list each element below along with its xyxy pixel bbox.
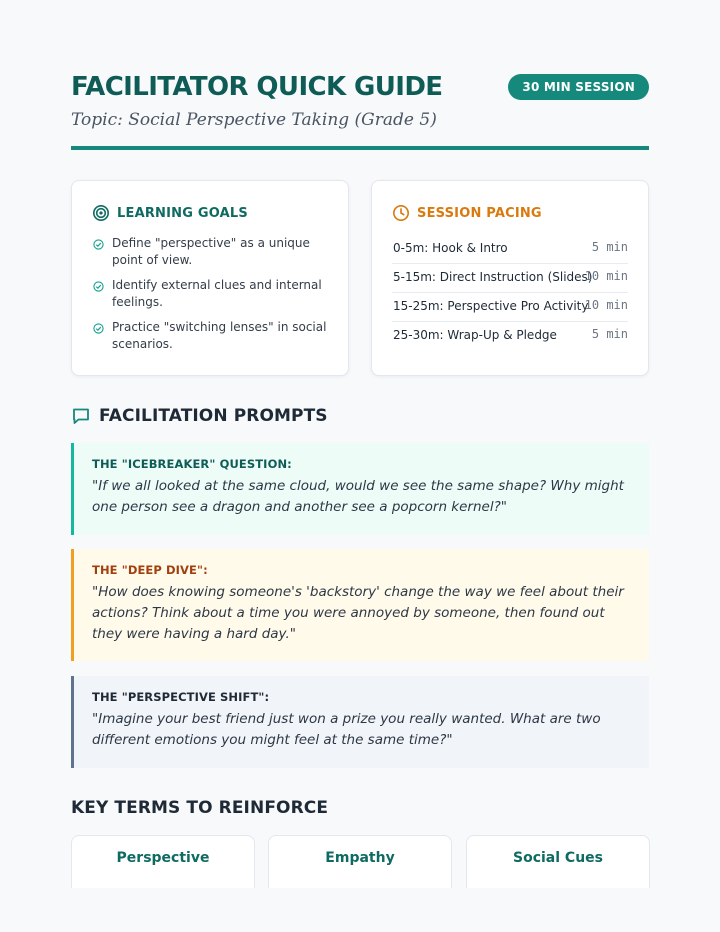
learning-goals-list bbox=[92, 235, 328, 353]
prompt-title: THE "DEEP DIVE": bbox=[92, 563, 208, 577]
clock-icon bbox=[392, 204, 410, 222]
pacing-row bbox=[392, 264, 628, 293]
key-terms-header bbox=[71, 798, 328, 818]
key-terms-title: KEY TERMS TO REINFORCE bbox=[71, 798, 329, 818]
perspective-shift-prompt bbox=[71, 676, 649, 768]
prompt-title: THE "PERSPECTIVE SHIFT": bbox=[92, 690, 270, 704]
list-item bbox=[92, 319, 328, 353]
icebreaker-prompt bbox=[71, 443, 649, 535]
target-icon bbox=[92, 204, 110, 222]
pacing-schedule bbox=[392, 235, 628, 351]
goal-text: Identify external clues and internal feelings. bbox=[112, 278, 322, 309]
pacing-row bbox=[392, 322, 628, 351]
pacing-activity: 0-5m: Hook & Intro bbox=[393, 241, 508, 255]
check-circle-icon bbox=[93, 323, 104, 334]
pacing-duration: 10 min bbox=[584, 298, 628, 312]
page-title: FACILITATOR QUICK GUIDE bbox=[71, 72, 443, 102]
prompt-text: "How does knowing someone's 'backstory' change the way we feel about their actions? Think about a time you were annoyed by someone, then found out they were having a hard day." bbox=[92, 584, 624, 642]
learning-goals-title: LEARNING GOALS bbox=[117, 205, 248, 221]
list-item bbox=[92, 235, 328, 269]
check-circle-icon bbox=[93, 239, 104, 250]
learning-goals-header bbox=[92, 203, 328, 223]
prompt-text: "If we all looked at the same cloud, would we see the same shape? Why might one person see a dragon and another see a popcorn kernel?" bbox=[92, 478, 624, 515]
prompt-title: THE "ICEBREAKER" QUESTION: bbox=[92, 457, 292, 471]
facilitation-prompts-title: FACILITATION PROMPTS bbox=[99, 406, 328, 426]
pacing-row bbox=[392, 293, 628, 322]
learning-goals-card bbox=[71, 180, 349, 376]
overview-cards bbox=[71, 180, 649, 376]
prompt-text: "Imagine your best friend just won a prize you really wanted. What are two different emotions you might feel at the same time?" bbox=[92, 711, 601, 748]
pacing-duration: 5 min bbox=[591, 327, 628, 341]
list-item bbox=[92, 277, 328, 311]
deep-dive-prompt bbox=[71, 549, 649, 661]
chat-bubble-icon bbox=[71, 406, 91, 426]
page-cutoff bbox=[0, 888, 720, 932]
goal-text: Practice "switching lenses" in social scenarios. bbox=[112, 320, 327, 351]
page-subtitle: Topic: Social Perspective Taking (Grade 5) bbox=[71, 110, 437, 130]
pacing-row bbox=[392, 235, 628, 264]
session-pacing-title: SESSION PACING bbox=[417, 205, 542, 221]
page-header bbox=[71, 70, 649, 150]
pacing-activity: 15-25m: Perspective Pro Activity bbox=[393, 299, 589, 313]
session-length-badge: 30 MIN SESSION bbox=[508, 74, 649, 100]
key-term-card: Empathy bbox=[268, 835, 452, 895]
goal-text: Define "perspective" as a unique point of view. bbox=[112, 236, 310, 267]
key-term-card: Social Cues bbox=[466, 835, 650, 895]
key-term-card: Perspective bbox=[71, 835, 255, 895]
pacing-duration: 5 min bbox=[591, 240, 628, 254]
session-pacing-card bbox=[371, 180, 649, 376]
pacing-activity: 25-30m: Wrap-Up & Pledge bbox=[393, 328, 557, 342]
session-pacing-header bbox=[392, 203, 628, 223]
pacing-duration: 10 min bbox=[584, 269, 628, 283]
pacing-activity: 5-15m: Direct Instruction (Slides) bbox=[393, 270, 593, 284]
check-circle-icon bbox=[93, 281, 104, 292]
facilitation-prompts-header bbox=[71, 406, 328, 426]
